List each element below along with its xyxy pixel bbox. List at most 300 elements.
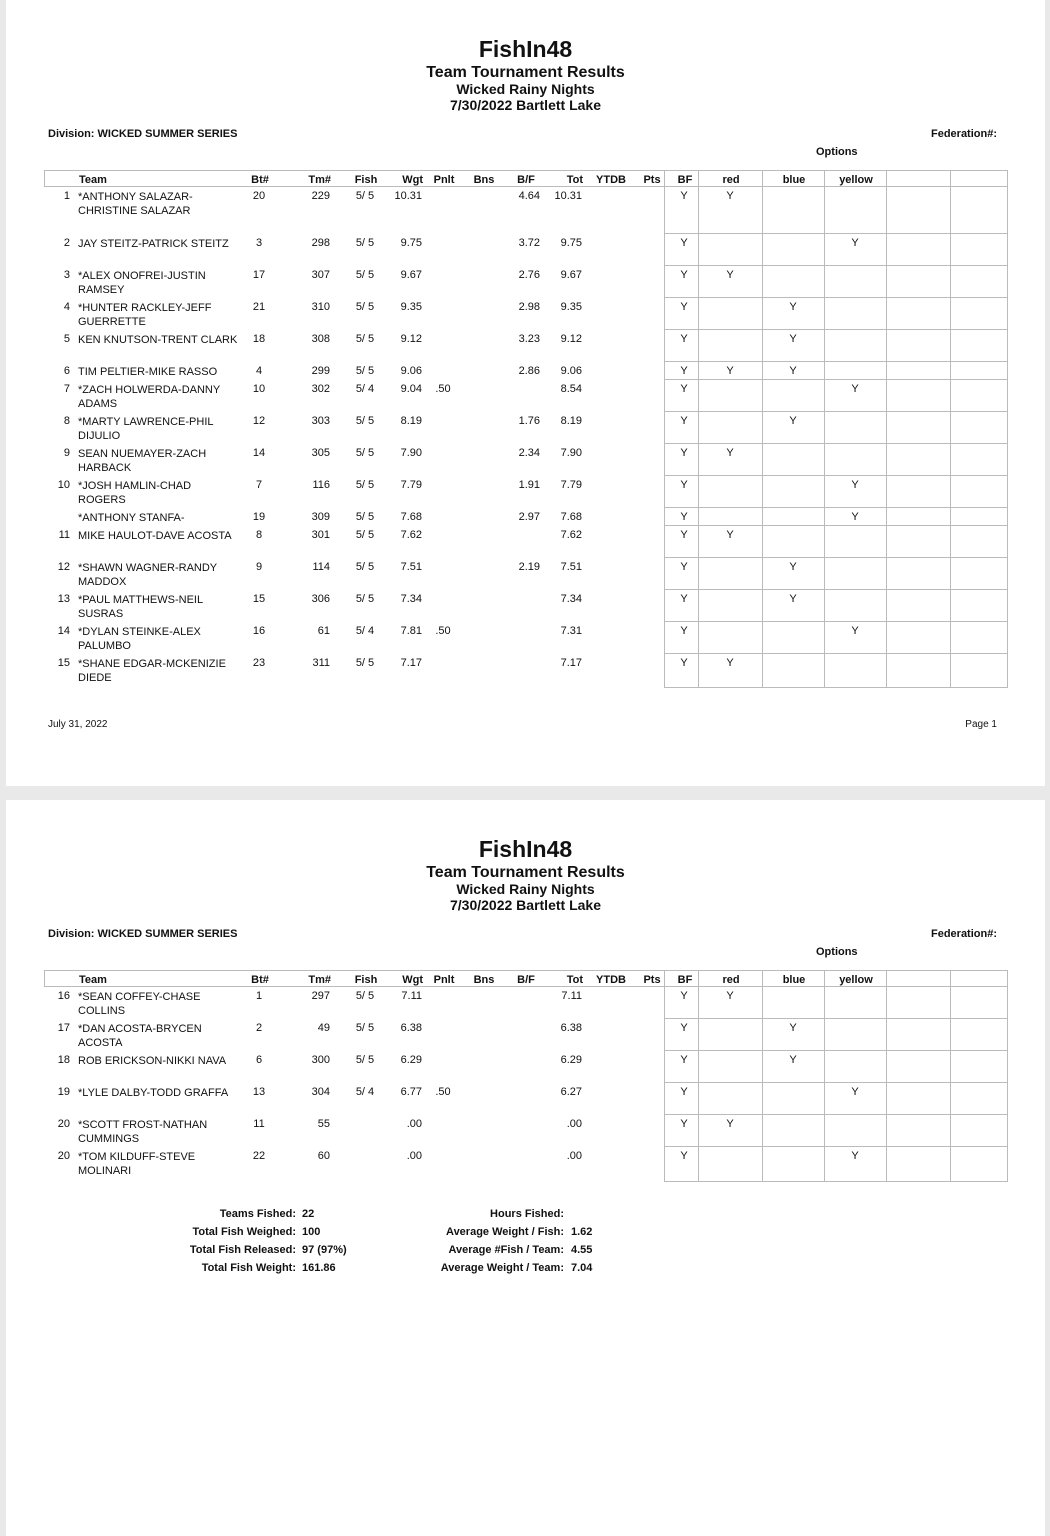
cell-wgt: .00 — [406, 1118, 422, 1130]
cell-yellow: Y — [851, 1150, 859, 1162]
cell-place: 13 — [57, 593, 70, 605]
cell-tot: 7.11 — [561, 990, 582, 1002]
cell-wgt: 8.19 — [400, 415, 422, 427]
cell-place: 4 — [63, 301, 70, 313]
cell-fish: 5/ 4 — [355, 625, 375, 637]
cell-tot: 7.62 — [560, 529, 582, 541]
cell-wgt: 7.79 — [400, 479, 422, 491]
stat-value: 100 — [302, 1226, 321, 1238]
cell-team-name: *HUNTER RACKLEY-JEFF GUERRETTE — [78, 302, 212, 328]
cell-tm: 309 — [311, 511, 330, 523]
cell-blue: Y — [789, 561, 797, 573]
options-label: Options — [816, 146, 858, 158]
cell-tot: 6.29 — [560, 1054, 582, 1066]
column-header-fish: Fish — [354, 974, 378, 986]
cell-tm: 306 — [311, 593, 330, 605]
cell-fish: 5/ 4 — [355, 1086, 375, 1098]
cell-team-name: *SHAWN WAGNER-RANDY MADDOX — [78, 562, 217, 588]
column-header-tot: Tot — [566, 174, 583, 186]
cell-fish: 5/ 5 — [355, 529, 375, 541]
cell-tm: 302 — [311, 383, 330, 395]
cell-bfopt: Y — [680, 511, 688, 523]
cell-blue: Y — [789, 593, 797, 605]
stat-label: Teams Fished: — [219, 1208, 296, 1220]
report-page-1 — [6, 0, 1045, 786]
cell-fish: 5/ 5 — [355, 511, 375, 523]
cell-bf: 3.23 — [518, 333, 540, 345]
footer-date: July 31, 2022 — [48, 719, 108, 730]
cell-tm: 304 — [311, 1086, 330, 1098]
cell-tot: 9.06 — [560, 365, 582, 377]
column-header-bf: B/F — [517, 174, 535, 186]
cell-place: 17 — [57, 1022, 70, 1034]
cell-team-name: *SHANE EDGAR-MCKENIZIE DIEDE — [78, 658, 226, 684]
cell-tm: 61 — [317, 625, 330, 637]
column-header-pnlt: Pnlt — [433, 974, 455, 986]
cell-bfopt: Y — [680, 333, 688, 345]
cell-yellow: Y — [851, 625, 859, 637]
column-header-team: Team — [79, 174, 107, 186]
app-title: FishIn48 — [478, 836, 573, 862]
column-header-team: Team — [79, 974, 107, 986]
cell-place: 3 — [63, 269, 70, 281]
grid-line — [950, 970, 951, 1182]
cell-tm: 311 — [312, 657, 330, 669]
cell-bfopt: Y — [680, 529, 688, 541]
cell-wgt: 9.35 — [400, 301, 422, 313]
cell-bf: 2.98 — [518, 301, 540, 313]
cell-bt: 23 — [252, 657, 266, 669]
cell-place: 15 — [57, 657, 70, 669]
grid-line — [664, 507, 1008, 508]
cell-bfopt: Y — [680, 625, 688, 637]
cell-tm: 297 — [311, 990, 330, 1002]
cell-bt: 11 — [253, 1118, 265, 1130]
cell-fish: 5/ 5 — [355, 561, 375, 573]
cell-team-name: *SCOTT FROST-NATHAN CUMMINGS — [78, 1119, 208, 1145]
cell-tm: 114 — [312, 561, 330, 573]
cell-fish: 5/ 5 — [355, 190, 375, 202]
cell-tot: 7.68 — [560, 511, 582, 523]
grid-line — [1007, 170, 1008, 688]
column-header-bt: Bt# — [251, 174, 269, 186]
cell-pnlt: .50 — [435, 625, 451, 637]
cell-bfopt: Y — [680, 1086, 688, 1098]
cell-bt: 7 — [255, 479, 263, 491]
cell-red: Y — [726, 190, 734, 202]
cell-bt: 21 — [252, 301, 266, 313]
grid-line — [664, 379, 1008, 380]
cell-fish: 5/ 5 — [355, 269, 375, 281]
cell-bfopt: Y — [680, 1118, 688, 1130]
cell-yellow: Y — [851, 1086, 859, 1098]
grid-line — [664, 170, 665, 688]
cell-tm: 308 — [311, 333, 330, 345]
cell-wgt: 6.29 — [400, 1054, 422, 1066]
cell-team-name: *ANTHONY STANFA- — [78, 512, 185, 524]
cell-bf: 3.72 — [518, 237, 540, 249]
cell-fish: 5/ 5 — [355, 415, 375, 427]
cell-fish: 5/ 5 — [355, 657, 375, 669]
cell-tot: 8.54 — [560, 383, 582, 395]
cell-wgt: 9.75 — [400, 237, 422, 249]
cell-tot: 7.34 — [560, 593, 582, 605]
column-header-row — [44, 970, 1008, 987]
cell-bf: 2.97 — [518, 511, 540, 523]
cell-pnlt: .50 — [435, 383, 451, 395]
cell-bfopt: Y — [680, 237, 688, 249]
grid-line — [762, 170, 763, 688]
cell-fish: 5/ 5 — [355, 301, 375, 313]
footer-page-number: Page 1 — [965, 719, 997, 730]
cell-blue: Y — [789, 301, 797, 313]
column-header-tot: Tot — [566, 974, 583, 986]
cell-bt: 17 — [252, 269, 266, 281]
cell-tot: 9.12 — [560, 333, 582, 345]
cell-wgt: 7.81 — [400, 625, 422, 637]
cell-team-name: *TOM KILDUFF-STEVE MOLINARI — [78, 1151, 196, 1177]
column-header-ytdb: YTDB — [596, 174, 626, 186]
stat-label: Total Fish Weight: — [201, 1262, 296, 1274]
report-page-2 — [6, 800, 1045, 1536]
cell-yellow: Y — [851, 511, 859, 523]
cell-place: 18 — [57, 1054, 70, 1066]
column-header-bfopt: BF — [677, 174, 693, 186]
stat-value: 161.86 — [302, 1262, 336, 1274]
cell-tot: 7.90 — [560, 447, 582, 459]
grid-line — [664, 1114, 1008, 1115]
grid-line — [664, 411, 1008, 412]
cell-tot: 9.75 — [560, 237, 582, 249]
cell-team-name: *PAUL MATTHEWS-NEIL SUSRAS — [78, 594, 203, 620]
cell-wgt: 7.11 — [401, 990, 422, 1002]
cell-blue: Y — [789, 365, 797, 377]
cell-bt: 4 — [255, 365, 263, 377]
cell-tot: 7.31 — [560, 625, 582, 637]
grid-line — [664, 557, 1008, 558]
grid-line — [664, 1146, 1008, 1147]
grid-line — [664, 443, 1008, 444]
grid-line — [664, 970, 665, 1182]
cell-bt: 13 — [252, 1086, 266, 1098]
options-label: Options — [816, 946, 858, 958]
cell-place: 1 — [63, 190, 70, 202]
cell-fish: 5/ 5 — [355, 333, 375, 345]
cell-bfopt: Y — [680, 190, 688, 202]
grid-line — [698, 170, 699, 688]
column-header-pts: Pts — [643, 174, 661, 186]
cell-bt: 2 — [255, 1022, 263, 1034]
cell-team-name: *SEAN COFFEY-CHASE COLLINS — [78, 991, 201, 1017]
cell-tm: 300 — [311, 1054, 330, 1066]
grid-line — [664, 1082, 1008, 1083]
grid-line — [762, 970, 763, 1182]
grid-line — [664, 265, 1008, 266]
cell-fish: 5/ 5 — [355, 365, 375, 377]
column-header-wgt: Wgt — [402, 974, 423, 986]
cell-bt: 15 — [252, 593, 266, 605]
cell-bt: 8 — [255, 529, 263, 541]
cell-bfopt: Y — [680, 657, 688, 669]
grid-line — [664, 621, 1008, 622]
cell-wgt: 7.34 — [400, 593, 422, 605]
column-header-wgt: Wgt — [402, 174, 423, 186]
stat-label: Total Fish Weighed: — [192, 1226, 296, 1238]
cell-wgt: 7.62 — [400, 529, 422, 541]
cell-bt: 6 — [255, 1054, 263, 1066]
column-header-blue: blue — [782, 174, 806, 186]
cell-bt: 12 — [252, 415, 266, 427]
cell-place: 9 — [63, 447, 70, 459]
cell-bt: 9 — [255, 561, 263, 573]
cell-wgt: 9.04 — [400, 383, 422, 395]
column-header-pnlt: Pnlt — [433, 174, 455, 186]
grid-line — [1007, 970, 1008, 1182]
cell-blue: Y — [789, 415, 797, 427]
division-label: Division: WICKED SUMMER SERIES — [48, 128, 238, 140]
cell-tm: 298 — [311, 237, 330, 249]
cell-team-name: MIKE HAULOT-DAVE ACOSTA — [78, 530, 232, 542]
cell-blue: Y — [789, 333, 797, 345]
event-name: Wicked Rainy Nights — [456, 881, 595, 897]
cell-team-name: *ALEX ONOFREI-JUSTIN RAMSEY — [78, 270, 206, 296]
cell-bfopt: Y — [680, 269, 688, 281]
cell-place: 19 — [57, 1086, 70, 1098]
cell-bfopt: Y — [680, 365, 688, 377]
cell-team-name: *ZACH HOLWERDA-DANNY ADAMS — [78, 384, 220, 410]
grid-line — [886, 970, 887, 1182]
stat-label: Hours Fished: — [490, 1208, 564, 1220]
cell-bt: 22 — [252, 1150, 266, 1162]
cell-bt: 19 — [252, 511, 266, 523]
cell-bf: 2.76 — [518, 269, 540, 281]
cell-tm: 299 — [311, 365, 330, 377]
cell-team-name: *DAN ACOSTA-BRYCEN ACOSTA — [78, 1023, 202, 1049]
cell-bt: 14 — [252, 447, 266, 459]
cell-wgt: 6.38 — [400, 1022, 422, 1034]
column-header-bfopt: BF — [677, 974, 693, 986]
cell-tm: 305 — [311, 447, 330, 459]
cell-wgt: 7.90 — [400, 447, 422, 459]
cell-blue: Y — [789, 1022, 797, 1034]
grid-line — [664, 589, 1008, 590]
cell-bfopt: Y — [680, 1022, 688, 1034]
cell-bfopt: Y — [680, 1054, 688, 1066]
cell-team-name: *MARTY LAWRENCE-PHIL DIJULIO — [78, 416, 214, 442]
cell-team-name: KEN KNUTSON-TRENT CLARK — [78, 334, 238, 346]
cell-wgt: 6.77 — [400, 1086, 422, 1098]
cell-place: 14 — [57, 625, 70, 637]
federation-label: Federation#: — [930, 128, 997, 140]
cell-tm: 49 — [317, 1022, 330, 1034]
cell-pnlt: .50 — [435, 1086, 451, 1098]
cell-tm: 301 — [311, 529, 330, 541]
grid-line — [664, 525, 1008, 526]
cell-bf: 2.86 — [518, 365, 540, 377]
cell-tot: 8.19 — [560, 415, 582, 427]
grid-line — [664, 687, 1008, 688]
cell-bfopt: Y — [680, 990, 688, 1002]
cell-wgt: 9.06 — [400, 365, 422, 377]
cell-bfopt: Y — [680, 1150, 688, 1162]
cell-bt: 3 — [255, 237, 263, 249]
column-header-bns: Bns — [473, 174, 495, 186]
event-date-lake: 7/30/2022 Bartlett Lake — [450, 97, 601, 113]
stat-label: Average Weight / Fish: — [446, 1226, 564, 1238]
cell-tot: .00 — [566, 1118, 582, 1130]
cell-fish: 5/ 4 — [355, 383, 375, 395]
cell-fish: 5/ 5 — [355, 1022, 375, 1034]
cell-fish: 5/ 5 — [355, 990, 375, 1002]
grid-line — [664, 1050, 1008, 1051]
cell-place: 2 — [63, 237, 70, 249]
cell-wgt: 7.51 — [400, 561, 422, 573]
grid-line — [664, 1018, 1008, 1019]
cell-red: Y — [726, 990, 734, 1002]
cell-place: 20 — [57, 1150, 70, 1162]
column-header-yellow: yellow — [839, 174, 873, 186]
cell-wgt: .00 — [406, 1150, 422, 1162]
column-header-row — [44, 170, 1008, 187]
grid-line — [664, 1181, 1008, 1182]
federation-label: Federation#: — [930, 928, 997, 940]
column-header-yellow: yellow — [839, 974, 873, 986]
cell-place: 10 — [57, 479, 70, 491]
column-header-fish: Fish — [354, 174, 378, 186]
stat-value: 97 (97%) — [302, 1244, 347, 1256]
cell-wgt: 7.68 — [400, 511, 422, 523]
cell-tot: 6.27 — [560, 1086, 582, 1098]
event-date-lake: 7/30/2022 Bartlett Lake — [450, 897, 601, 913]
column-header-tm: Tm# — [308, 174, 331, 186]
cell-place: 6 — [63, 365, 70, 377]
grid-line — [664, 475, 1008, 476]
cell-red: Y — [726, 269, 734, 281]
stat-value: 1.62 — [571, 1226, 593, 1238]
cell-bf: 1.91 — [518, 479, 540, 491]
stat-value: 4.55 — [571, 1244, 593, 1256]
cell-bf: 4.64 — [518, 190, 540, 202]
cell-place: 20 — [57, 1118, 70, 1130]
cell-bfopt: Y — [680, 593, 688, 605]
cell-team-name: *JOSH HAMLIN-CHAD ROGERS — [78, 480, 192, 506]
stat-value: 22 — [302, 1208, 315, 1220]
cell-tm: 60 — [317, 1150, 330, 1162]
cell-bf: 2.19 — [518, 561, 540, 573]
column-header-bf: B/F — [517, 974, 535, 986]
cell-fish: 5/ 5 — [355, 1054, 375, 1066]
cell-tm: 55 — [317, 1118, 330, 1130]
cell-bt: 18 — [252, 333, 266, 345]
event-name: Wicked Rainy Nights — [456, 81, 595, 97]
column-header-tm: Tm# — [308, 974, 331, 986]
cell-tot: 6.38 — [560, 1022, 582, 1034]
stat-value: 7.04 — [571, 1262, 593, 1274]
grid-line — [886, 170, 887, 688]
cell-tm: 310 — [311, 301, 330, 313]
cell-tm: 116 — [312, 479, 330, 491]
stat-label: Total Fish Released: — [189, 1244, 296, 1256]
cell-red: Y — [726, 365, 734, 377]
cell-red: Y — [726, 657, 734, 669]
cell-tot: 9.35 — [560, 301, 582, 313]
cell-bt: 20 — [252, 190, 266, 202]
cell-tm: 229 — [311, 190, 330, 202]
cell-fish: 5/ 5 — [355, 447, 375, 459]
cell-bfopt: Y — [680, 447, 688, 459]
cell-team-name: *DYLAN STEINKE-ALEX PALUMBO — [78, 626, 201, 652]
column-header-ytdb: YTDB — [596, 974, 626, 986]
column-header-pts: Pts — [643, 974, 661, 986]
cell-team-name: *LYLE DALBY-TODD GRAFFA — [78, 1087, 229, 1099]
app-title: FishIn48 — [478, 36, 573, 62]
grid-line — [664, 233, 1008, 234]
report-subtitle: Team Tournament Results — [426, 864, 625, 881]
cell-place: 16 — [57, 990, 70, 1002]
cell-tot: 7.79 — [560, 479, 582, 491]
cell-bt: 1 — [255, 990, 263, 1002]
cell-red: Y — [726, 447, 734, 459]
column-header-red: red — [722, 174, 740, 186]
cell-bfopt: Y — [680, 301, 688, 313]
cell-fish: 5/ 5 — [355, 593, 375, 605]
cell-bfopt: Y — [680, 479, 688, 491]
cell-blue: Y — [789, 1054, 797, 1066]
cell-bt: 16 — [252, 625, 266, 637]
cell-team-name: *ANTHONY SALAZAR-CHRISTINE SALAZAR — [78, 191, 193, 217]
cell-wgt: 7.17 — [400, 657, 422, 669]
cell-place: 11 — [58, 529, 70, 541]
cell-red: Y — [726, 529, 734, 541]
cell-tot: 7.51 — [560, 561, 582, 573]
cell-tot: .00 — [566, 1150, 582, 1162]
cell-team-name: TIM PELTIER-MIKE RASSO — [78, 366, 218, 378]
cell-fish: 5/ 5 — [355, 479, 375, 491]
column-header-bt: Bt# — [251, 974, 269, 986]
report-subtitle: Team Tournament Results — [426, 64, 625, 81]
grid-line — [664, 653, 1008, 654]
division-label: Division: WICKED SUMMER SERIES — [48, 928, 238, 940]
cell-yellow: Y — [851, 383, 859, 395]
grid-line — [950, 170, 951, 688]
column-header-red: red — [722, 974, 740, 986]
cell-place: 8 — [63, 415, 70, 427]
cell-bt: 10 — [252, 383, 266, 395]
grid-line — [664, 361, 1008, 362]
cell-red: Y — [726, 1118, 734, 1130]
column-header-blue: blue — [782, 974, 806, 986]
cell-bfopt: Y — [680, 561, 688, 573]
cell-bfopt: Y — [680, 383, 688, 395]
cell-tot: 9.67 — [560, 269, 582, 281]
cell-bf: 1.76 — [518, 415, 540, 427]
cell-wgt: 10.31 — [394, 190, 422, 202]
cell-team-name: JAY STEITZ-PATRICK STEITZ — [78, 238, 229, 250]
cell-place: 5 — [63, 333, 70, 345]
cell-bfopt: Y — [680, 415, 688, 427]
grid-line — [664, 329, 1008, 330]
cell-bf: 2.34 — [518, 447, 540, 459]
cell-wgt: 9.12 — [400, 333, 422, 345]
stat-label: Average Weight / Team: — [440, 1262, 564, 1274]
column-header-bns: Bns — [473, 974, 495, 986]
cell-yellow: Y — [851, 237, 859, 249]
cell-tm: 303 — [311, 415, 330, 427]
cell-place: 12 — [57, 561, 70, 573]
cell-tot: 10.31 — [554, 190, 582, 202]
cell-tm: 307 — [311, 269, 330, 281]
cell-team-name: SEAN NUEMAYER-ZACH HARBACK — [78, 448, 207, 474]
